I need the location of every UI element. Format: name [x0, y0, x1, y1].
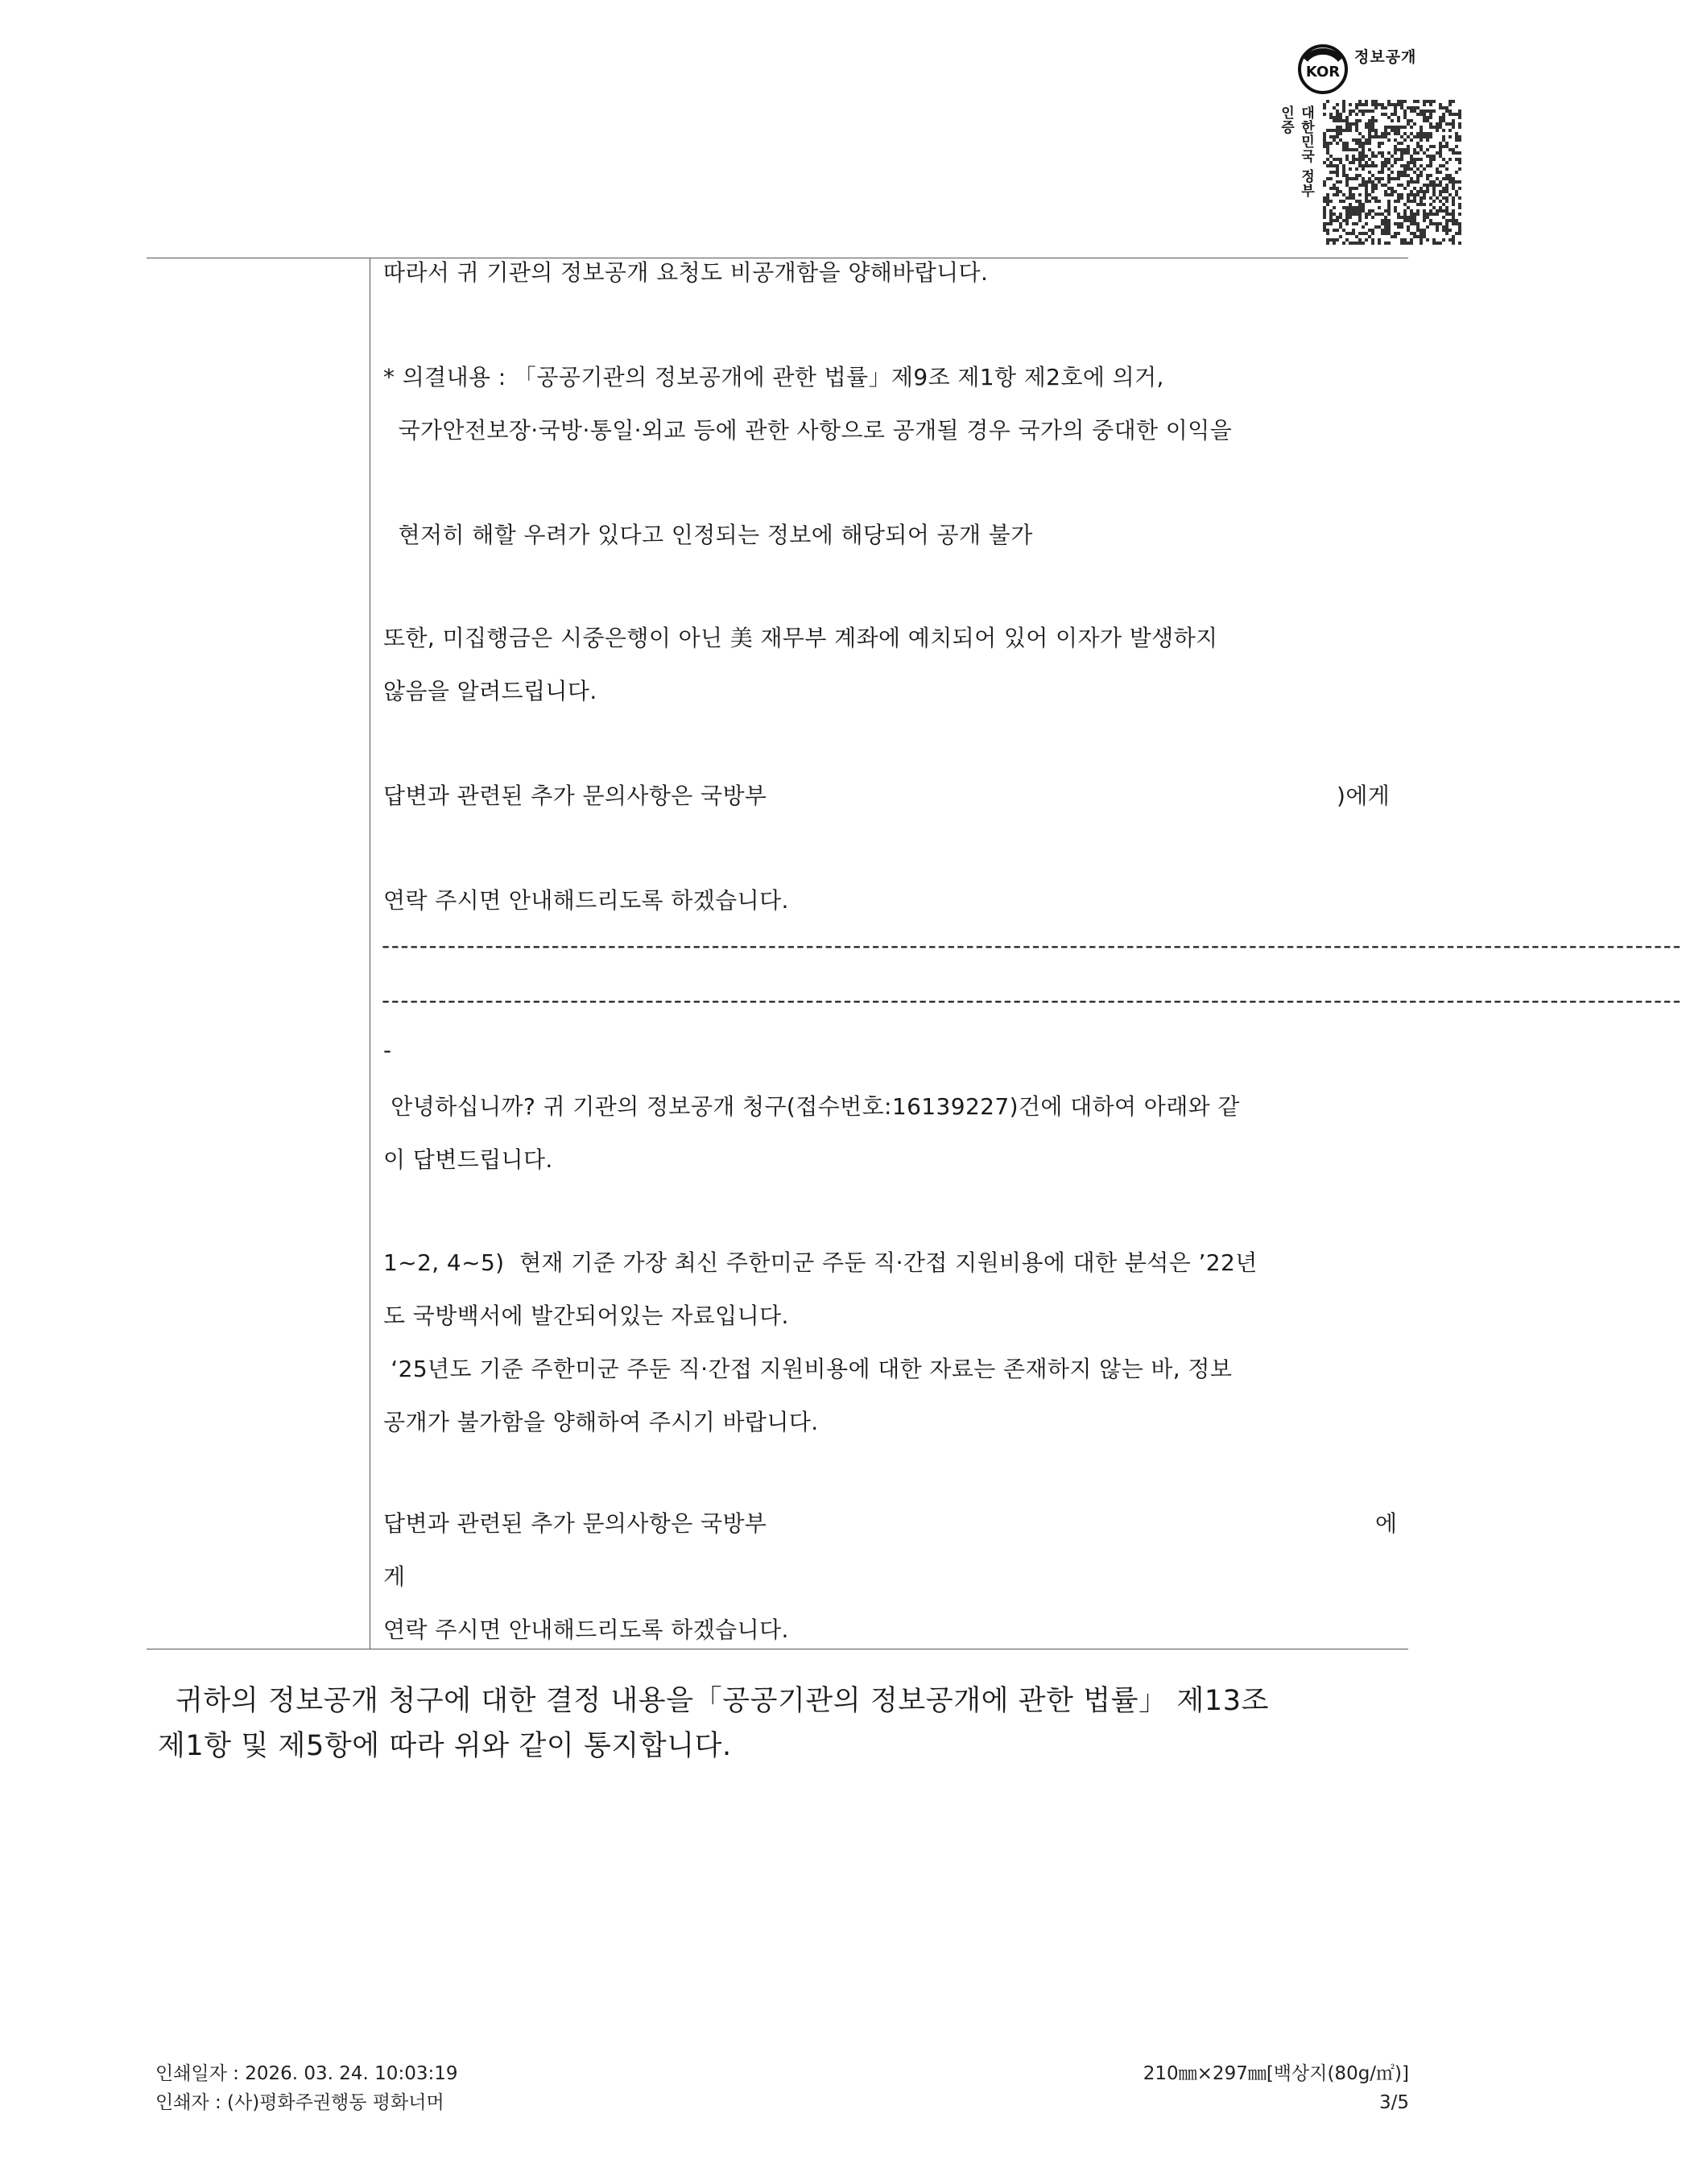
open-gov-logo-text: 정보공개 — [1354, 48, 1417, 66]
footer-page-number: 3/5 — [1378, 2092, 1409, 2113]
cell-text-line: ‘25년도 기준 주한미군 주둔 직·간접 지원비용에 대한 자료는 존재하지 않는 바, 정보 — [383, 1356, 1233, 1382]
cell-text-right: )에게 — [1337, 782, 1391, 809]
certification-seal — [1278, 37, 1463, 213]
kor-seal-icon — [1297, 43, 1349, 95]
cell-text-line: 따라서 귀 기관의 정보공개 요청도 비공개함을 양해바랍니다. — [383, 259, 989, 286]
cell-text-line: 또한, 미집행금은 시중은행이 아닌 美 재무부 계좌에 예치되어 있어 이자가 발생하지 — [383, 625, 1218, 651]
footer-print-date: 인쇄일자 : 2026. 03. 24. 10:03:19 — [155, 2063, 458, 2084]
cell-text-right: 에 — [1375, 1510, 1398, 1537]
cell-text-line: 공개가 불가함을 양해하여 주시기 바랍니다. — [383, 1409, 819, 1435]
notice-paragraph-line: 귀하의 정보공개 청구에 대한 결정 내용을「공공기관의 정보공개에 관한 법률」 제13조 — [176, 1685, 1269, 1717]
dash-separator-end: - — [383, 1037, 392, 1063]
cell-text-line: 도 국방백서에 발간되어있는 자료입니다. — [383, 1303, 789, 1329]
dash-separator: ------------------------------------------------------------------------------------------------------------------------------------------ — [382, 932, 1682, 959]
dash-separator: ------------------------------------------------------------------------------------------------------------------------------------------ — [382, 987, 1682, 1014]
cell-text-line: 답변과 관련된 추가 문의사항은 국방부 — [383, 782, 767, 809]
cell-text-line: * 의결내용 : 「공공기관의 정보공개에 관한 법률」제9조 제1항 제2호에 의거, — [383, 364, 1164, 390]
footer-printer: 인쇄자 : (사)평화주권행동 평화너머 — [155, 2092, 444, 2113]
cell-text-line: 1~2, 4~5) 현재 기준 가장 최신 주한미군 주둔 직·간접 지원비용에 대한 분석은 ’22년 — [383, 1249, 1258, 1276]
cell-text-line: 게 — [383, 1563, 406, 1590]
seal-circle-text: KOR — [1305, 64, 1341, 81]
cell-text-line: 않음을 알려드립니다. — [383, 678, 597, 704]
cell-text-line: 답변과 관련된 추가 문의사항은 국방부 — [383, 1510, 767, 1537]
seal-vertical-text: 대한민국 정부인증 — [1278, 105, 1314, 198]
footer-paper-spec: 210㎜×297㎜[백상지(80g/㎡)] — [1143, 2063, 1409, 2084]
notice-paragraph-line: 제1항 및 제5항에 따라 위와 같이 통지합니다. — [158, 1730, 732, 1762]
cell-text-line: 안녕하십니까? 귀 기관의 정보공개 청구(접수번호:16139227)건에 대하여 아래와 같 — [383, 1093, 1240, 1120]
qr-code-icon — [1323, 100, 1460, 245]
cell-text-line: 이 답변드립니다. — [383, 1146, 553, 1173]
cell-text-line: 국가안전보장·국방·통일·외교 등에 관한 사항으로 공개될 경우 국가의 중대한 이익을 — [383, 417, 1233, 444]
cell-text-line: 현저히 해할 우려가 있다고 인정되는 정보에 해당되어 공개 불가 — [383, 522, 1033, 548]
cell-text-line: 연락 주시면 안내해드리도록 하겠습니다. — [383, 887, 789, 914]
cell-text-line: 연락 주시면 안내해드리도록 하겠습니다. — [383, 1616, 789, 1643]
